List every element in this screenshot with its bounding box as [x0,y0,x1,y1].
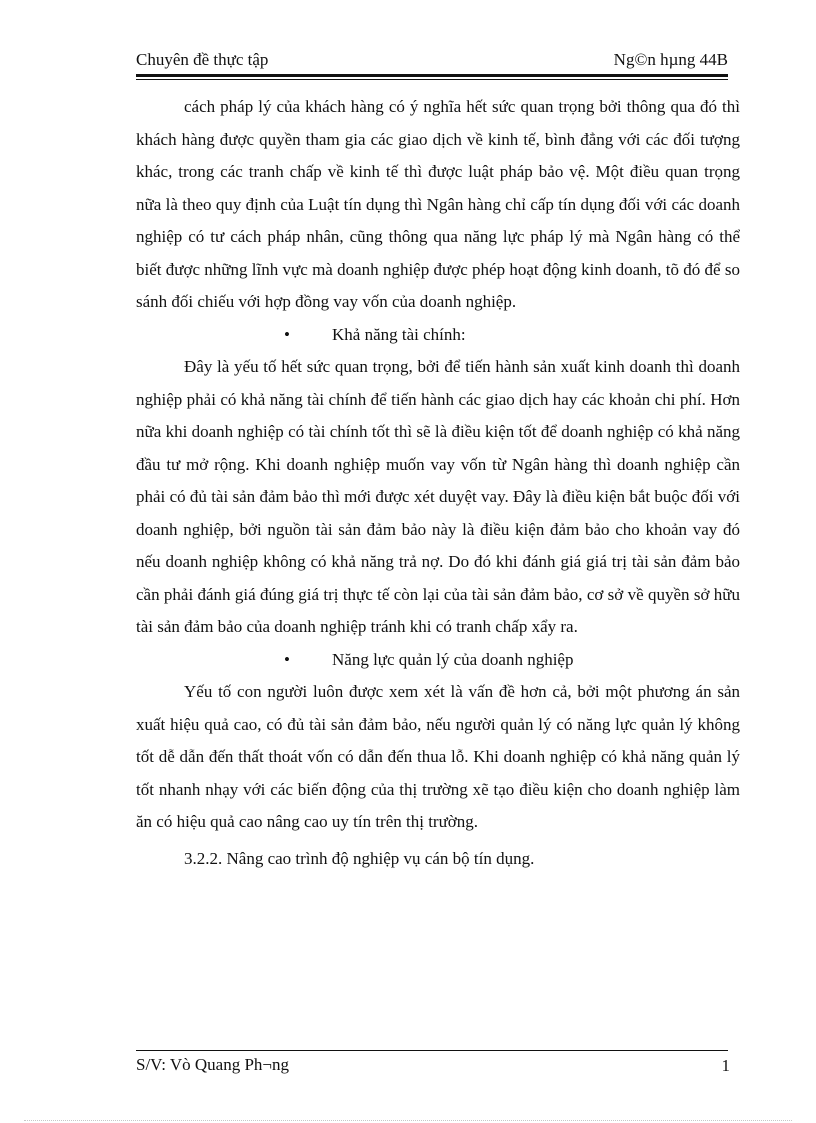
footer-student: S/V: Vò Quang Ph¬ng [136,1055,289,1074]
bullet-item-management-capacity [136,644,740,677]
page-header [136,48,728,74]
header-class: Ng©n hµng 44B [613,50,728,69]
section-heading: 3.2.2. Nâng cao trình độ nghiệp vụ cán bộ tín dụng. [184,848,535,868]
bullet-label: Khả năng tài chính: [332,324,466,344]
header-rule-thin [136,79,728,80]
document-body [136,91,740,875]
page-number: 1 [721,1056,730,1075]
bullet-icon: • [284,649,290,669]
paragraph-legal-capacity: cách pháp lý của khách hàng có ý nghĩa hết sức quan trọng bởi thông qua đó thì khách hàng được quyền tham gia các giao dịch về kinh tế, bình đẳng với các đối tượng khác, trong các tranh chấp về kinh tế thì được luật pháp bảo vệ. Một điều quan trọng nữa là theo quy định của Luật tín dụng thì Ngân hàng chỉ cấp tín dụng đối với các doanh nghiệp có tư cách pháp nhân, cũng thông qua năng lực pháp lý mà Ngân hàng có thể biết được những lĩnh vực mà doanh nghiệp được phép hoạt động kinh doanh, tõ đó để so sánh đối chiếu với hợp đồng vay vốn của doanh nghiệp. [136,97,740,311]
page-boundary [24,1120,792,1121]
bullet-item-financial-capacity [136,319,740,352]
footer-rule [136,1050,728,1051]
header-rule [136,74,728,77]
header-title: Chuyên đề thực tập [136,50,269,69]
paragraph-financial-capacity: Đây là yếu tố hết sức quan trọng, bởi để tiến hành sản xuất kinh doanh thì doanh nghiệp phải có khả năng tài chính để tiến hành các giao dịch hay các khoản chi phí. Hơn nữa khi doanh nghiệp có tài chính tốt thì sẽ là điều kiện tốt để doanh nghiệp có khả năng đầu tư mở rộng. Khi doanh nghiệp muốn vay vốn từ Ngân hàng thì doanh nghiệp cần phải có đủ tài sản đảm bảo thì mới được xét duyệt vay. Đây là điều kiện bắt buộc đối với doanh nghiệp, bởi nguồn tài sản đảm bảo này là điều kiện đảm bảo cho khoản vay đó nếu doanh nghiệp không có khả năng trả nợ. Do đó khi đánh giá giá trị tài sản đảm bảo cần phải đánh giá đúng giá trị thực tế còn lại của tài sản đảm bảo, cơ sở về quyền sở hữu tài sản đảm bảo của doanh nghiệp tránh khi có tranh chấp xẩy ra. [136,357,740,636]
paragraph-management-capacity: Yếu tố con người luôn được xem xét là vấn đề hơn cả, bởi một phương án sản xuất hiệu quả cao, có đủ tài sản đảm bảo, nếu người quản lý có năng lực quản lý không tốt dễ dẫn đến thất thoát vốn có dẫn đến thua lỗ. Khi doanh nghiệp có khả năng quản lý tốt nhanh nhạy với các biến động của thị trường xẽ tạo điều kiện cho doanh nghiệp làm ăn có hiệu quả cao nâng cao uy tín trên thị trường. [136,682,740,831]
bullet-label: Năng lực quản lý của doanh nghiệp [332,649,574,669]
bullet-icon: • [284,324,290,344]
